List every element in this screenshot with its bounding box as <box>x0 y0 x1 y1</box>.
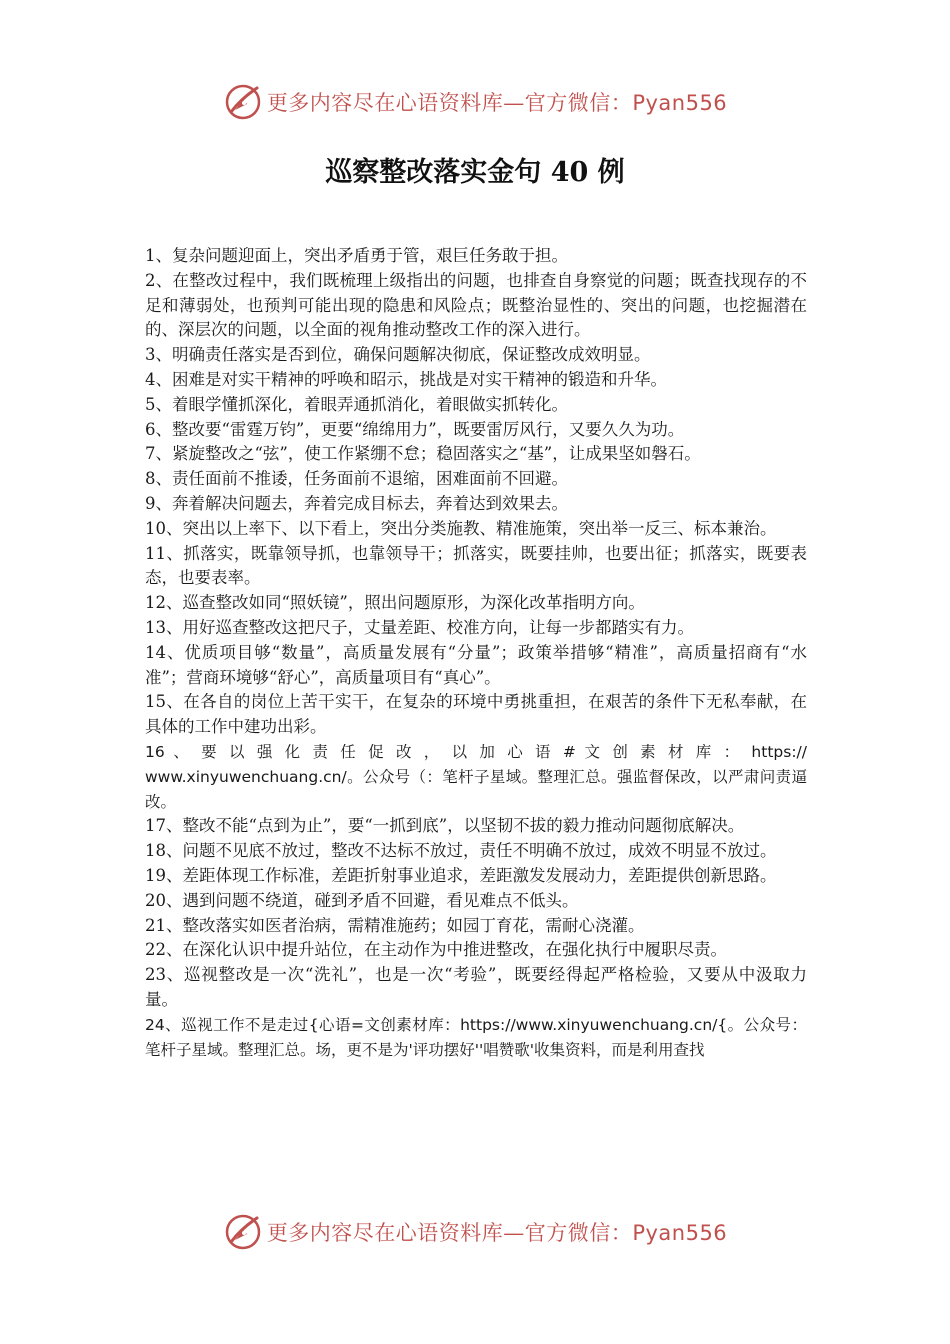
list-item: 17、整改不能“点到为止”，要“一抓到底”，以坚韧不拔的毅力推动问题彻底解决。 <box>145 816 745 836</box>
list-item: 18、问题不见底不放过，整改不达标不放过，责任不明确不放过，成效不明显不放过。 <box>145 841 777 861</box>
list-item: 9、奔着解决问题去，奔着完成目标去，奔着达到效果去。 <box>145 493 568 513</box>
footer-watermark-text: 更多内容尽在心语资料库—官方微信：Pyan556 <box>266 1221 728 1245</box>
header-watermark-text: 更多内容尽在心语资料库—官方微信：Pyan556 <box>266 91 728 115</box>
list-item: 12、巡查整改如同“照妖镜”，照出问题原形，为深化改革指明方向。 <box>145 593 645 613</box>
footer-watermark-banner <box>0 1210 950 1254</box>
header-wechat-handle: Pyan556 <box>632 91 728 115</box>
list-item: 2、在整改过程中，我们既梳理上级指出的问题，也排查自身察觉的问题；既查找现存的不足和薄弱处，也预判可能出现的隐患和风险点；既整治显性的、突出的问题，也挖掘潜在的、深层次的问题，以全面的视角推动整改工作的深入进行。 <box>145 270 807 340</box>
list-item: 19、差距体现工作标准，差距折射事业追求，差距激发发展动力，差距提供创新思路。 <box>145 865 777 885</box>
list-item: 4、困难是对实干精神的呼唤和昭示，挑战是对实干精神的锻造和升华。 <box>145 369 667 389</box>
pen-nib-logo-icon <box>223 1212 263 1252</box>
list-item: 7、紧旋整改之“弦”，使工作紧绷不怠；稳固落实之“基”，让成果坚如磐石。 <box>145 444 701 464</box>
list-item: 6、整改要“雷霆万钧”，更要“绵绵用力”，既要雷厉风行，又要久久为功。 <box>145 419 685 439</box>
list-item: 22、在深化认识中提升站位，在主动作为中推进整改，在强化执行中履职尽责。 <box>145 940 727 960</box>
list-item: 15、在各自的岗位上苦干实干，在复杂的环境中勇挑重担，在艰苦的条件下无私奉献，在具体的工作中建功出彩。 <box>145 692 807 737</box>
pen-nib-logo-icon <box>223 82 263 122</box>
list-item: 10、突出以上率下、以下看上，突出分类施教、精准施策，突出举一反三、标本兼治。 <box>145 518 777 538</box>
document-title: 巡察整改落实金句 40 例 <box>325 157 625 188</box>
header-watermark-banner <box>0 80 950 124</box>
list-item: 20、遇到问题不绕道，碰到矛盾不回避，看见难点不低头。 <box>145 890 579 910</box>
list-item: 24、巡视工作不是走过{心语=文创素材库：https://www.xinyuwenchuang.cn/{。公众号：笔杆子星域。整理汇总。场，更不是为'评功摆好''唱赞歌'收集资料，而是利用查找 <box>145 1015 807 1059</box>
list-item: 13、用好巡查整改这把尺子，丈量差距、校准方向，让每一步都踏实有力。 <box>145 617 694 637</box>
list-item: 14、优质项目够“数量”，高质量发展有“分量”；政策举措够“精准”，高质量招商有“水准”；营商环境够“舒心”，高质量项目有“真心”。 <box>145 642 807 687</box>
list-item: 16 、 要 以 强 化 责 任 促 改 ， 以 加 心 语 # 文 创 素 材 库 ： https:// www.xinyuwenchuang.cn/。公众号（：笔杆子星域。整理汇总。强监督保改，以严肃问责逼改。 <box>145 742 807 811</box>
list-item: 21、整改落实如医者治病，需精准施药；如园丁育花，需耐心浇灌。 <box>145 915 645 935</box>
list-item: 11、抓落实，既靠领导抓，也靠领导干；抓落实，既要挂帅，也要出征；抓落实，既要表态，也要表率。 <box>145 543 807 588</box>
list-item: 1、复杂问题迎面上，突出矛盾勇于管，艰巨任务敢于担。 <box>145 246 568 265</box>
document-body <box>145 244 807 1062</box>
footer-wechat-handle: Pyan556 <box>632 1221 728 1245</box>
list-item: 23、巡视整改是一次“洗礼”，也是一次“考验”，既要经得起严格检验，又要从中汲取力量。 <box>145 965 807 1009</box>
list-item: 5、着眼学懂抓深化，着眼弄通抓消化，着眼做实抓转化。 <box>145 394 568 414</box>
list-item: 8、责任面前不推诿，任务面前不退缩，困难面前不回避。 <box>145 469 568 489</box>
list-item: 3、明确责任落实是否到位，确保问题解决彻底，保证整改成效明显。 <box>145 345 651 365</box>
